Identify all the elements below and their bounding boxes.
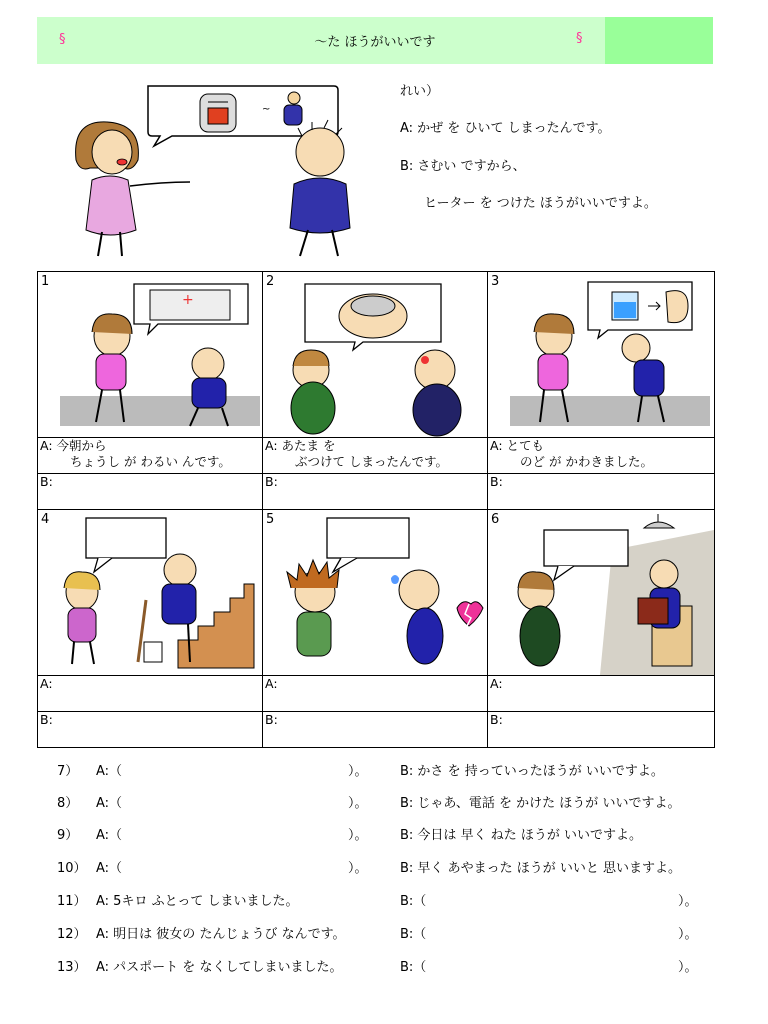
exercise-number: 11） — [57, 894, 87, 909]
exercise-number: 13） — [57, 960, 87, 975]
panel-6-picture — [488, 510, 715, 676]
panel-6-answer-b[interactable]: B: — [488, 712, 715, 748]
exercise-number: 8） — [57, 796, 79, 811]
panel-3-line-a: A: とても のど が かわきました。 — [488, 438, 715, 474]
exercise-close-paren: ）。 — [348, 796, 368, 811]
section-mark-right: § — [576, 31, 583, 46]
panel-3-picture — [488, 272, 715, 438]
panel-number: 5 — [266, 512, 275, 527]
exercise-number: 10） — [57, 861, 87, 876]
example-illustration — [62, 80, 382, 260]
exercise-answer-a[interactable]: A:（ — [96, 828, 123, 843]
panel-1-picture — [38, 272, 263, 438]
exercise-number: 12） — [57, 927, 87, 942]
panel-number: 4 — [41, 512, 50, 527]
exercise-line-a: A: 明日は 彼女の たんじょうび なんです。 — [96, 927, 346, 942]
panel-number: 1 — [41, 274, 50, 289]
exercise-line-a: A: 5キロ ふとって しまいました。 — [96, 894, 299, 909]
exercise-number: 9） — [57, 828, 79, 843]
exercise-line-b: B: じゃあ、電話 を かけた ほうが いいですよ。 — [400, 796, 681, 811]
panel-6-answer-a[interactable]: A: — [488, 676, 715, 712]
svg-text:+: + — [182, 292, 194, 308]
panel-4-picture — [38, 510, 263, 676]
section-mark-left: § — [59, 32, 66, 47]
panel-1-answer-b[interactable]: B: — [38, 474, 263, 510]
panel-4-answer-b[interactable]: B: — [38, 712, 263, 748]
panel-5-picture — [263, 510, 488, 676]
exercise-line-b: B: かさ を 持っていったほうが いいですよ。 — [400, 764, 664, 779]
panel-number: 3 — [491, 274, 500, 289]
exercise-panel-grid — [37, 271, 715, 748]
example-line-b2: ヒーター を つけた ほうがいいですよ。 — [424, 196, 657, 211]
panel-5-answer-a[interactable]: A: — [263, 676, 488, 712]
exercise-line-b: B: 今日は 早く ねた ほうが いいですよ。 — [400, 828, 642, 843]
exercise-close-paren: ）。 — [348, 861, 368, 876]
exercise-answer-a[interactable]: A:（ — [96, 796, 123, 811]
exercise-answer-b[interactable]: B:（ — [400, 894, 427, 909]
example-line-b1: B: さむい ですから、 — [400, 159, 526, 174]
page-title: ～た ほうがいいです — [314, 35, 436, 50]
exercise-answer-a[interactable]: A:（ — [96, 861, 123, 876]
exercise-close-paren: ）。 — [348, 764, 368, 779]
panel-3-answer-b[interactable]: B: — [488, 474, 715, 510]
exercise-close-paren: ）。 — [678, 960, 698, 975]
panel-1-line-a: A: 今朝から ちょうし が わるい んです。 — [38, 438, 263, 474]
panel-2-answer-b[interactable]: B: — [263, 474, 488, 510]
exercise-line-a: A: パスポート を なくしてしまいました。 — [96, 960, 343, 975]
panel-5-answer-b[interactable]: B: — [263, 712, 488, 748]
svg-text:~: ~ — [262, 104, 271, 115]
panel-2-picture — [263, 272, 488, 438]
panel-number: 2 — [266, 274, 275, 289]
exercise-close-paren: ）。 — [348, 828, 368, 843]
example-line-a: A: かぜ を ひいて しまったんです。 — [400, 121, 611, 136]
exercise-number: 7） — [57, 764, 79, 779]
exercise-line-b: B: 早く あやまった ほうが いいと 思いますよ。 — [400, 861, 681, 876]
exercise-close-paren: ）。 — [678, 894, 698, 909]
exercise-close-paren: ）。 — [678, 927, 698, 942]
panel-number: 6 — [491, 512, 500, 527]
exercise-answer-b[interactable]: B:（ — [400, 927, 427, 942]
exercise-answer-b[interactable]: B:（ — [400, 960, 427, 975]
panel-4-answer-a[interactable]: A: — [38, 676, 263, 712]
header-accent — [605, 17, 713, 64]
exercise-answer-a[interactable]: A:（ — [96, 764, 123, 779]
example-label: れい） — [400, 84, 440, 99]
panel-2-line-a: A: あたま を ぶつけて しまったんです。 — [263, 438, 488, 474]
